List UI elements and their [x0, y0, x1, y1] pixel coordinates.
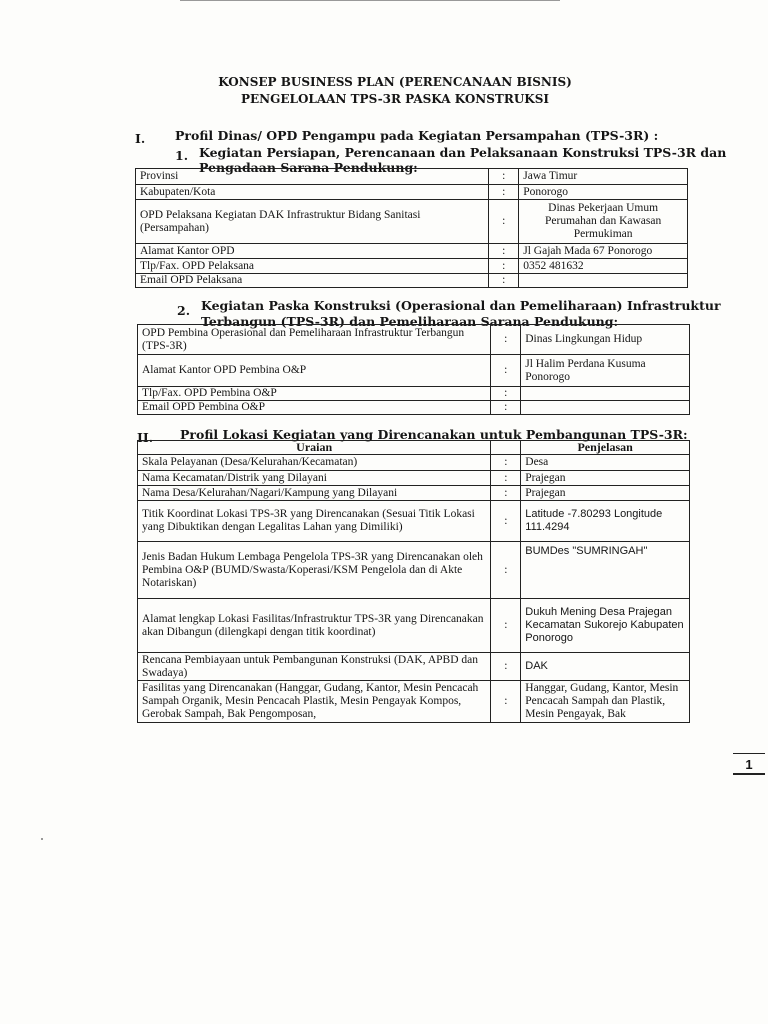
table-row	[138, 471, 690, 486]
page-number-rule-bottom	[733, 773, 765, 775]
row-label: Alamat Kantor OPD Pembina O&P	[138, 355, 491, 387]
row-label: Fasilitas yang Direncanakan (Hanggar, Gudang, Kantor, Mesin Pencacah Sampah Organik, Mesin Pencacah Plastik, Mesin Pengayak Kompos, Gerobak Sampah, Bak Pengomposan,	[138, 681, 491, 723]
page-number-rule-top	[733, 753, 765, 754]
row-label: Alamat Kantor OPD	[136, 244, 489, 259]
row-separator: :	[491, 486, 521, 501]
row-value	[519, 274, 688, 288]
sub-1-number: 1.	[175, 148, 189, 163]
row-label: Email OPD Pembina O&P	[138, 401, 491, 415]
row-label: Rencana Pembiayaan untuk Pembangunan Konstruksi (DAK, APBD dan Swadaya)	[138, 653, 491, 681]
row-separator: :	[489, 259, 519, 274]
table-row	[136, 274, 688, 288]
row-separator: :	[491, 325, 521, 355]
row-separator: :	[491, 455, 521, 471]
row-value: Dukuh Mening Desa Prajegan Kecamatan Sukorejo Kabupaten Ponorogo	[521, 599, 690, 653]
table-row	[138, 401, 690, 415]
row-value: 0352 481632	[519, 259, 688, 274]
scan-edge-line	[180, 0, 560, 1]
sub-1-table	[135, 168, 688, 288]
row-value: DAK	[521, 653, 690, 681]
row-separator: :	[489, 185, 519, 200]
section-2-number: II.	[137, 430, 154, 445]
table-row	[136, 200, 688, 244]
table-row	[138, 325, 690, 355]
column-header-penjelasan: Penjelasan	[521, 441, 690, 455]
column-header-uraian: Uraian	[138, 441, 491, 455]
table-row	[138, 355, 690, 387]
section-2-table	[137, 440, 690, 723]
page-number: 1	[745, 757, 753, 772]
row-separator: :	[491, 401, 521, 415]
row-label: Titik Koordinat Lokasi TPS-3R yang Direncanakan (Sesuai Titik Lokasi yang Dibuktikan dengan Legalitas Lahan yang Dimiliki)	[138, 501, 491, 542]
row-separator: :	[489, 200, 519, 244]
row-value: Desa	[521, 455, 690, 471]
table-row	[138, 653, 690, 681]
table-row	[138, 681, 690, 723]
row-label: Nama Kecamatan/Distrik yang Dilayani	[138, 471, 491, 486]
title-line-2: PENGELOLAAN TPS-3R PASKA KONSTRUKSI	[241, 92, 549, 106]
row-separator: :	[491, 501, 521, 542]
sub-2-heading-line2: Terbangun (TPS-3R) dan Pemeliharaan Sarana Pendukung:	[201, 314, 619, 329]
table-row	[138, 501, 690, 542]
table-row	[136, 185, 688, 200]
row-value: Latitude -7.80293 Longitude 111.4294	[521, 501, 690, 542]
row-separator: :	[491, 653, 521, 681]
row-label: Provinsi	[136, 169, 489, 185]
row-value: Jl Halim Perdana Kusuma Ponorogo	[521, 355, 690, 387]
table-header-row	[138, 441, 690, 455]
row-separator: :	[489, 244, 519, 259]
sub-2-number: 2.	[177, 303, 191, 318]
section-1-heading: Profil Dinas/ OPD Pengampu pada Kegiatan Persampahan (TPS-3R) :	[175, 128, 659, 143]
sub-1-heading-line1: Kegiatan Persiapan, Perencanaan dan Pelaksanaan Konstruksi TPS-3R dan	[199, 145, 727, 160]
row-value	[521, 401, 690, 415]
row-label: Nama Desa/Kelurahan/Nagari/Kampung yang Dilayani	[138, 486, 491, 501]
sub-2-heading-line1: Kegiatan Paska Konstruksi (Operasional dan Pemeliharaan) Infrastruktur	[201, 298, 721, 313]
row-separator: :	[491, 471, 521, 486]
row-value: Jl Gajah Mada 67 Ponorogo	[519, 244, 688, 259]
row-separator: :	[489, 274, 519, 288]
title-line-1: KONSEP BUSINESS PLAN (PERENCANAAN BISNIS)	[218, 75, 572, 89]
row-value: BUMDes "SUMRINGAH"	[521, 542, 690, 599]
section-2-heading: Profil Lokasi Kegiatan yang Direncanakan untuk Pembangunan TPS-3R:	[180, 427, 688, 442]
row-label: OPD Pembina Operasional dan Pemeliharaan Infrastruktur Terbangun (TPS-3R)	[138, 325, 491, 355]
sub-1-heading-line2: Pengadaan Sarana Pendukung:	[199, 160, 418, 175]
column-header-spacer	[491, 441, 521, 455]
row-separator: :	[491, 355, 521, 387]
table-row	[138, 486, 690, 501]
row-value: Prajegan	[521, 471, 690, 486]
row-label: Kabupaten/Kota	[136, 185, 489, 200]
scan-speck	[41, 838, 43, 840]
row-value: Prajegan	[521, 486, 690, 501]
row-separator: :	[491, 542, 521, 599]
row-label: Tlp/Fax. OPD Pelaksana	[136, 259, 489, 274]
table-row	[136, 259, 688, 274]
table-row	[138, 542, 690, 599]
table-row	[136, 244, 688, 259]
row-separator: :	[489, 169, 519, 185]
document-title	[0, 74, 768, 108]
row-label: OPD Pelaksana Kegiatan DAK Infrastruktur Bidang Sanitasi (Persampahan)	[136, 200, 489, 244]
row-label: Email OPD Pelaksana	[136, 274, 489, 288]
table-row	[136, 169, 688, 185]
row-value	[521, 387, 690, 401]
row-separator: :	[491, 681, 521, 723]
sub-2-table	[137, 324, 690, 415]
row-separator: :	[491, 599, 521, 653]
row-value: Ponorogo	[519, 185, 688, 200]
row-label: Skala Pelayanan (Desa/Kelurahan/Kecamatan)	[138, 455, 491, 471]
section-1-number: I.	[135, 131, 146, 146]
row-label: Alamat lengkap Lokasi Fasilitas/Infrastruktur TPS-3R yang Direncanakan akan Dibangun (dilengkapi dengan titik koordinat)	[138, 599, 491, 653]
table-row	[138, 599, 690, 653]
row-label: Jenis Badan Hukum Lembaga Pengelola TPS-3R yang Direncanakan oleh Pembina O&P (BUMD/Swasta/Koperasi/KSM Pengelola dan di Akte Notariskan)	[138, 542, 491, 599]
row-separator: :	[491, 387, 521, 401]
table-row	[138, 387, 690, 401]
row-value: Dinas Lingkungan Hidup	[521, 325, 690, 355]
row-label: Tlp/Fax. OPD Pembina O&P	[138, 387, 491, 401]
row-value: Dinas Pekerjaan Umum Perumahan dan Kawasan Permukiman	[519, 200, 688, 244]
table-row	[138, 455, 690, 471]
row-value: Jawa Timur	[519, 169, 688, 185]
row-value: Hanggar, Gudang, Kantor, Mesin Pencacah Sampah dan Plastik, Mesin Pengayak, Bak	[521, 681, 690, 723]
